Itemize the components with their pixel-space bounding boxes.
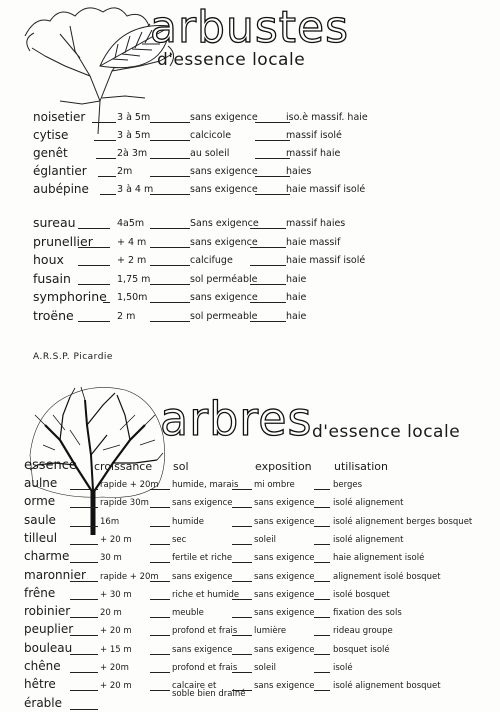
fill-line [92,122,116,123]
tree-exposure: lumière [254,626,287,637]
tree-name: chêne [24,659,61,673]
fill-line [232,562,252,563]
shrub-soil: sol permeable [190,310,258,322]
fill-line [232,635,252,636]
shrub-size: 2m [117,166,133,177]
fill-line [70,635,98,636]
tree-exposure: soleil [254,534,276,545]
tree-soil: sans exigence [172,498,233,509]
tree-usage: haie alignement isolé [333,553,425,564]
shrub-name: aubépine [33,182,89,196]
shrub-soil: calcifuge [190,255,233,266]
fill-line [70,599,98,600]
fill-line [70,544,98,545]
tree-name: érable [24,695,63,710]
shrub-size: 1,50m [117,292,148,303]
tree-soil-extra: soble bien drainé [172,689,246,700]
tree-exposure: sans exigence [254,498,315,509]
shrub-soil: sans exigence [190,236,258,248]
shrub-soil: sans exigence [190,292,258,303]
shrub-name: symphorine [33,289,107,304]
shrub-row [0,110,500,126]
fill-line [78,284,110,285]
shrub-name: troëne [33,307,74,323]
fill-line [255,158,290,159]
shrub-soil: sans exigence [190,166,258,177]
shrubs-title: arbustes [150,2,350,53]
fill-line [70,709,98,710]
shrub-soil: sans exigence [190,184,258,195]
fill-line [255,194,290,195]
fill-line [70,489,98,490]
tree-exposure: sans exigence [254,589,315,600]
fill-line [314,526,330,527]
fill-line [150,194,190,195]
tree-growth: + 20 m [100,626,132,637]
shrub-size: 3 à 5m [117,130,151,141]
tree-soil: fertile et riche [172,553,233,564]
shrub-usage: haie massif [286,236,341,248]
tree-soil: sans exigence [172,571,233,582]
shrubs-subtitle: d'essence locale [157,50,306,70]
fill-line [314,544,330,545]
shrub-usage: haie massif isolé [286,255,366,266]
shrub-usage: haie [286,292,307,303]
tree-growth: 20 m [100,608,122,619]
fill-line [98,176,116,177]
shrub-size: 4a5m [117,218,145,229]
trees-subtitle: d'essence locale [312,422,461,442]
shrub-row [0,290,500,306]
header-exposition: exposition [255,460,312,473]
fill-line [150,635,170,636]
fill-line [232,581,252,582]
fill-line [232,507,252,508]
tree-growth: + 15 m [100,644,132,655]
fill-line [100,194,116,195]
fill-line [150,158,190,159]
fill-line [78,247,110,248]
fill-line [150,140,190,141]
tree-exposure: soleil [254,663,276,673]
tree-name: robinier [24,604,71,619]
fill-line [232,672,252,673]
fill-line [150,228,190,229]
credit-line: A.R.S.P. Picardie [33,352,113,362]
fill-line [150,247,190,248]
tree-name: peuplier [24,622,74,637]
tree-growth: rapide 30m [100,498,149,509]
tree-soil: sans exigence [172,644,233,655]
fill-line [250,302,286,303]
fill-line [314,489,330,490]
shrub-soil: calcicole [190,130,232,141]
tree-soil: profond et frais [172,663,238,673]
fill-line [232,544,252,545]
fill-line [232,690,252,691]
fill-line [70,562,98,563]
tree-exposure: mi ombre [254,480,295,490]
fill-line [314,635,330,636]
shrub-name: sureau [33,215,76,230]
shrub-usage: massif isolé [286,130,342,141]
fill-line [150,122,190,123]
tree-usage: isolé alignement berges bosquet [333,516,473,527]
shrub-row [0,272,500,288]
fill-line [314,581,330,582]
tree-soil: profond et frais [172,626,238,637]
shrub-size: 3 à 4 m [117,184,154,195]
shrub-soil: Sans exigence [190,218,259,229]
shrub-usage: massif haies [286,218,346,229]
tree-usage: isolé [333,663,353,673]
tree-usage: fixation des sols [333,608,402,619]
shrub-row [0,146,500,162]
header-sol: sol [173,460,189,473]
shrub-size: + 4 m [117,236,147,248]
trees-title: arbres [160,392,313,446]
tree-name: frêne [24,585,56,600]
tree-growth: 30 m [100,553,122,564]
tree-name: maronnier [24,567,86,582]
fill-line [96,158,116,159]
fill-line [70,654,98,655]
tree-name: orme [24,494,56,509]
tree-growth: rapide + 20m [100,480,159,490]
tree-name: saule [24,512,56,527]
shrub-row [0,253,500,269]
fill-line [250,284,286,285]
fill-line [314,507,330,508]
shrub-size: 2à 3m [117,148,148,159]
fill-line [150,284,190,285]
fill-line [150,544,170,545]
tree-soil: riche et humide [172,589,240,600]
fill-line [103,302,110,303]
shrub-soil: sol perméable [190,273,258,285]
tree-exposure: sans exigence [254,681,315,692]
fill-line [150,562,170,563]
shrub-row [0,182,500,198]
shrub-size: + 2 m [117,255,147,266]
fill-line [150,176,190,177]
shrub-size: 2 m [117,310,136,322]
fill-line [150,617,170,618]
tree-usage: alignement isolé bosquet [333,571,441,582]
fill-line [232,654,252,655]
fill-line [232,526,252,527]
tree-soil: humide [172,516,205,527]
tree-usage: isolé bosquet [333,589,390,600]
fill-line [250,265,286,266]
shrub-name: genêt [33,146,68,160]
tree-growth: + 20 m [100,534,132,545]
fill-line [150,654,170,655]
shrub-name: cytise [33,128,69,142]
shrub-size: 1,75 m [117,273,151,285]
tree-growth: 16m [100,516,120,527]
tree-growth: + 30 m [100,589,132,600]
tree-name: aulne [24,476,58,490]
tree-exposure: sans exigence [254,644,315,655]
fill-line [250,321,286,322]
tree-name: bouleau [24,640,73,655]
shrub-usage: massif haie [286,148,341,159]
fill-line [70,672,98,673]
tree-soil: sec [172,534,187,545]
shrub-size: 3 à 5m [117,112,151,123]
fill-line [150,302,190,303]
shrub-name: noisetier [33,110,86,124]
fill-line [150,265,190,266]
tree-soil: humide, marais [172,480,239,490]
tree-exposure: sans exigence [254,516,315,527]
tree-exposure: sans exigence [254,608,315,619]
fill-line [255,122,290,123]
shrub-usage: iso.è massif. haie [286,112,368,123]
shrub-name: houx [33,252,64,267]
fill-line [70,526,98,527]
tree-name: hêtre [24,677,56,692]
fill-line [70,581,98,582]
tree-usage: bosquet isolé [333,644,390,655]
fill-line [150,690,170,691]
tree-exposure: sans exigence [254,571,315,582]
tree-usage: isolé alignement [333,498,404,509]
header-utilisation: utilisation [334,460,388,473]
tree-exposure: sans exigence [254,553,315,564]
fill-line [314,654,330,655]
shrub-row [0,128,500,144]
fill-line [150,321,190,322]
fill-line [150,507,170,508]
fill-line [150,599,170,600]
header-croissance: croissance [94,460,153,473]
shrub-usage: haie [286,273,307,285]
shrub-usage: haies [286,166,312,177]
fill-line [314,599,330,600]
shrub-name: églantier [33,164,87,178]
fill-line [255,140,290,141]
shrub-soil: au soleil [190,148,230,159]
tree-soil: meuble [172,608,204,619]
fill-line [150,526,170,527]
fill-line [232,617,252,618]
tree-usage: berges [333,480,363,490]
shrub-name: fusain [33,270,71,286]
shrub-usage: haie [286,310,307,322]
tree-usage: rideau groupe [333,626,393,637]
fill-line [150,581,170,582]
fill-line [150,672,170,673]
shrub-row [0,235,500,251]
fill-line [70,507,98,508]
fill-line [232,489,252,490]
shrub-name: prunellier [33,233,93,249]
tree-usage: isolé alignement [333,534,404,545]
tree-soil: calcaire et [172,681,217,692]
fill-line [150,489,170,490]
fill-line [255,176,290,177]
header-essence: essence [24,458,77,473]
fill-line [314,672,330,673]
tree-growth: + 20m [100,663,129,673]
shrub-row [0,216,500,232]
fill-line [314,617,330,618]
fill-line [314,690,330,691]
fill-line [250,247,286,248]
fill-line [70,617,98,618]
tree-growth: rapide + 20m [100,571,159,582]
shrub-row [0,309,500,325]
fill-line [314,562,330,563]
fill-line [78,321,110,322]
fill-line [78,265,110,266]
tree-name: charme [24,549,70,564]
tree-usage: isolé alignement bosquet [333,681,441,692]
shrub-usage: haie massif isolé [286,184,366,195]
tree-name: tilleul [24,530,58,545]
tree-growth: + 20 m [100,681,132,692]
shrub-row [0,164,500,180]
fill-line [78,228,110,229]
fill-line [70,690,98,691]
fill-line [232,599,252,600]
fill-line [94,140,116,141]
shrub-soil: sans exigence [190,112,258,123]
fill-line [250,228,286,229]
